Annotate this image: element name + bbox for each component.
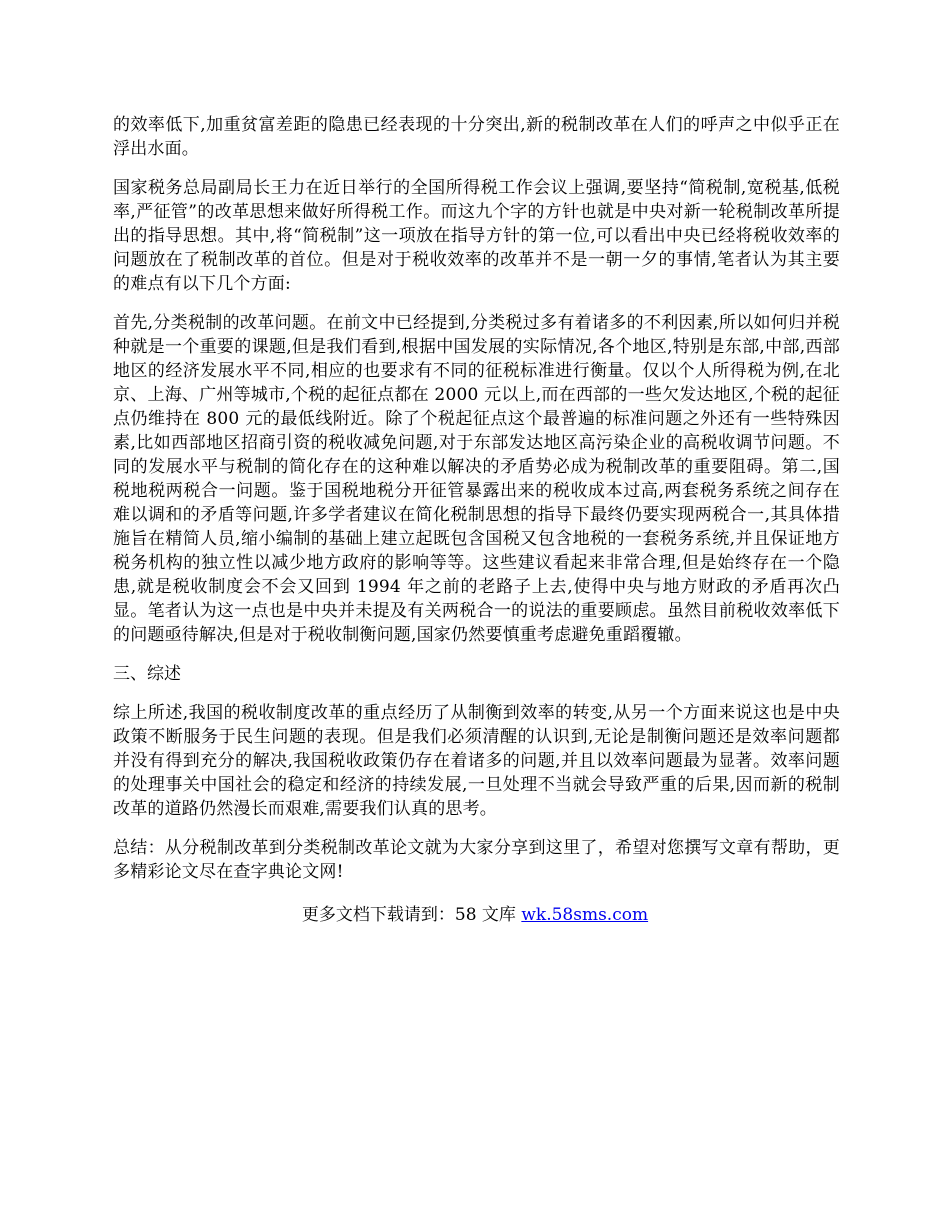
footer-text: 更多文档下载请到：58 文库 <box>301 905 522 925</box>
paragraph-difficulties: 首先,分类税制的改革问题。在前文中已经提到,分类税过多有着诸多的不利因素,所以如何归并税种就是一个重要的课题,但是我们看到,根据中国发展的实际情况,各个地区,特别是东部,中部,西部地区的经济发展水平不同,相应的也要求有不同的征税标准进行衡量。仅以个人所得税为例,在北京、上海、广州等城市,个税的起征点都在 2000 元以上,而在西部的一些欠发达地区,个税的起征点仍维持在 800 元的最低线附近。除了个税起征点这个最普遍的标准问题之外还有一些特殊因素,比如西部地区招商引资的税收减免问题,对于东部发达地区高污染企业的高税收调节问题。不同的发展水平与税制的简化存在的这种难以解决的矛盾势必成为税制改革的重要阻碍。第二,国税地税两税合一问题。鉴于国税地税分开征管暴露出来的税收成本过高,两套税务系统之间存在难以调和的矛盾等问题,许多学者建议在简化税制思想的指导下最终仍要实现两税合一,其具体措施旨在精简人员,缩小编制的基础上建立起既包含国税又包含地税的一套税务系统,并且保证地方税务机构的独立性以减少地方政府的影响等等。这些建议看起来非常合理,但是始终存在一个隐患,就是税收制度会不会又回到 1994 年之前的老路子上去,使得中央与地方财政的矛盾再次凸显。笔者认为这一点也是中央并未提及有关两税合一的说法的重要顾虑。虽然目前税收效率低下的问题亟待解决,但是对于税收制衡问题,国家仍然要慎重考虑避免重蹈覆辙。 <box>113 313 840 645</box>
paragraph-conclusion: 综上所述,我国的税收制度改革的重点经历了从制衡到效率的转变,从另一个方面来说这也是中央政策不断服务于民生问题的表现。但是我们必须清醒的认识到,无论是制衡问题还是效率问题都并没有得到充分的解决,我国税收政策仍存在着诸多的问题,并且以效率问题最为显著。效率问题的处理事关中国社会的稳定和经济的持续发展,一旦处理不当就会导致严重的后果,因而新的税制改革的道路仍然漫长而艰难,需要我们认真的思考。 <box>113 703 840 819</box>
footer-link[interactable]: wk.58sms.com <box>521 905 649 925</box>
document-body <box>113 113 840 899</box>
footer-download-note <box>0 903 950 927</box>
paragraph-intro: 的效率低下,加重贫富差距的隐患已经表现的十分突出,新的税制改革在人们的呼声之中似乎正在浮出水面。 <box>113 115 840 159</box>
paragraph-summary: 总结：从分税制改革到分类税制改革论文就为大家分享到这里了，希望对您撰写文章有帮助，更多精彩论文尽在查字典论文网! <box>113 838 840 882</box>
section-heading: 三、综述 <box>113 664 181 684</box>
paragraph-guiding-principle: 国家税务总局副局长王力在近日举行的全国所得税工作会议上强调,要坚持“简税制,宽税基,低税率,严征管”的改革思想来做好所得税工作。而这九个字的方针也就是中央对新一轮税制改革所提出的指导思想。其中,将“简税制”这一项放在指导方针的第一位,可以看出中央已经将税收效率的问题放在了税制改革的首位。但是对于税收效率的改革并不是一朝一夕的事情,笔者认为其主要的难点有以下几个方面: <box>113 178 840 294</box>
